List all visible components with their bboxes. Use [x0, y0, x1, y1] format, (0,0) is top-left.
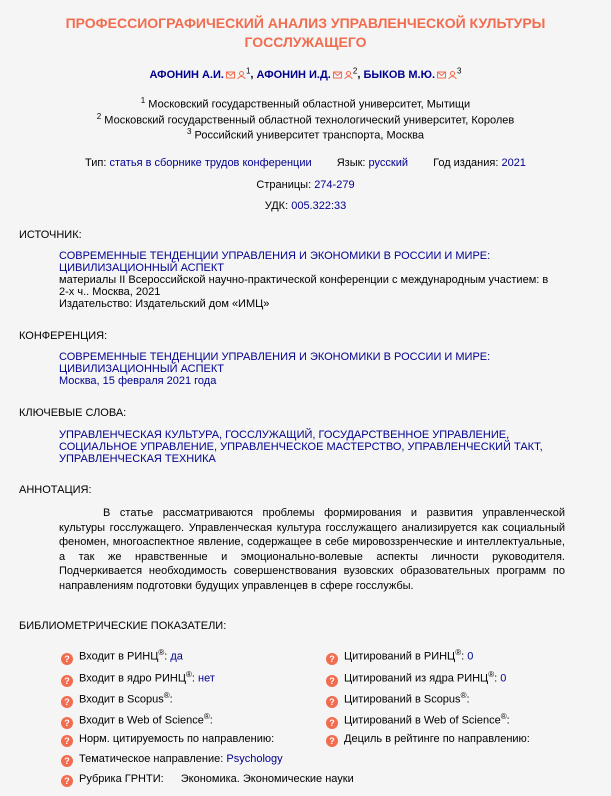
metric-label: Норм. цитируемость по направлению: [79, 733, 275, 745]
conference-block [59, 351, 554, 387]
abstract-text: В статье рассматриваются проблемы формирования и развития управленческой культуры госслужащего. Управленческая культура госслужащего анализируется как социальный феномен, многоаспектное явление, содержащее в себе мировоззренческие и интеллектуальные, а так же нравственные и эмоционально-волевые аспекты личности руководителя. Подчеркивается необходимость совершенствования вузовских образовательных программ по направлениям подготовки будущих управленцев в сфере госслужбы. [59, 507, 565, 592]
help-icon[interactable]: ? [61, 755, 73, 767]
metric-right-3: ? Цитирований в Web of Science®: [326, 712, 510, 729]
source-title-link[interactable]: СОВРЕМЕННЫЕ ТЕНДЕНЦИИ УПРАВЛЕНИЯ И ЭКОНОМИКИ В РОССИИ И МИРЕ: ЦИВИЛИЗАЦИОННЫЙ АСПЕКТ [59, 250, 491, 274]
metric-value: 0 [500, 672, 507, 685]
keywords-links[interactable]: УПРАВЛЕНЧЕСКАЯ КУЛЬТУРА, ГОССЛУЖАЩИЙ, ГОСУДАРСТВЕННОЕ УПРАВЛЕНИЕ, СОЦИАЛЬНОЕ УПРАВЛЕНИЕ, УПРАВЛЕНЧЕСКОЕ МАСТЕРСТВО, УПРАВЛЕНЧЕСКИЙ ТАКТ, УПРАВЛЕНЧЕСКАЯ ТЕХНИКА [59, 429, 543, 465]
year-label: Год издания: [433, 157, 499, 169]
affiliation-2: $^2$ Московский государственный областной технологический университет, Королев [96, 112, 515, 127]
metric-label: Рубрика ГРНТИ: [79, 773, 164, 785]
metric-label: Входит в Scopus [79, 693, 164, 706]
metric-value[interactable]: Экономика. Экономические науки [180, 773, 354, 785]
metric-left-3: ? Входит в Web of Science®: [61, 712, 213, 729]
pages-label: Страницы: [256, 179, 312, 191]
bibliometrics-label: БИБЛИОМЕТРИЧЕСКИЕ ПОКАЗАТЕЛИ: [19, 620, 227, 632]
help-icon[interactable]: ? [326, 735, 338, 747]
registered-mark: ® [500, 712, 507, 721]
lang-label: Язык: [336, 157, 366, 169]
udk-label: УДК: [264, 200, 289, 212]
registered-mark: ® [460, 691, 467, 700]
affiliation-1: $^1$ Московский государственный областной университет, Мытищи [140, 96, 471, 111]
type-value: статья в сборнике трудов конференции [109, 157, 312, 169]
year-value: 2021 [501, 157, 526, 169]
author-1-aff: 1 [245, 66, 251, 75]
metric-value: да [170, 650, 183, 663]
conference-place-date: Москва, 15 февраля 2021 года [59, 375, 217, 387]
metric-right-1: ? Цитирований из ядра РИНЦ®: 0 [326, 670, 506, 687]
registered-mark: ® [455, 648, 462, 657]
udk-value: 005.322:33 [291, 200, 347, 212]
keywords-block [59, 429, 554, 465]
registered-mark: ® [163, 691, 170, 700]
help-icon[interactable]: ? [326, 717, 338, 729]
metric-left-6 [61, 773, 354, 787]
metric-label: Цитирований в РИНЦ [344, 650, 456, 663]
metric-value: нет [198, 672, 215, 685]
mail-icon[interactable] [437, 71, 446, 79]
metric-label: Цитирований в Web of Science [344, 714, 501, 727]
article-title: ПРОФЕССИОГРАФИЧЕСКИЙ АНАЛИЗ УПРАВЛЕНЧЕСКОЙ КУЛЬТУРЫ ГОССЛУЖАЩЕГО [65, 15, 546, 50]
metric-label: Входит в ядро РИНЦ [79, 672, 187, 685]
metric-left-5 [61, 753, 283, 767]
metric-left-0: ? Входит в РИНЦ®: да [61, 648, 183, 665]
conference-label: КОНФЕРЕНЦИЯ: [19, 330, 108, 342]
registered-mark: ® [203, 712, 210, 721]
authors-line: АФОНИН А.И. $^1$, АФОНИН И.Д. $^2$, БЫКОВ М.Ю. $^3$ [149, 66, 462, 81]
affiliation-3: $^3$ Российский университет транспорта, Москва [186, 127, 424, 142]
user-icon[interactable] [237, 71, 246, 79]
help-icon[interactable]: ? [61, 735, 73, 747]
metric-value: 0 [467, 650, 474, 663]
metric-label: Входит в РИНЦ [79, 650, 159, 663]
metric-label: Цитирований из ядра РИНЦ [344, 672, 489, 685]
conference-title-link[interactable]: СОВРЕМЕННЫЕ ТЕНДЕНЦИИ УПРАВЛЕНИЯ И ЭКОНОМИКИ В РОССИИ И МИРЕ: ЦИВИЛИЗАЦИОННЫЙ АСПЕКТ [59, 351, 491, 375]
metric-label: Тематическое направление: [79, 753, 224, 765]
source-publisher: Издательство: Издательский дом «ИМЦ» [59, 298, 270, 310]
help-icon[interactable]: ? [61, 717, 73, 729]
registered-mark: ® [158, 648, 165, 657]
user-icon[interactable] [344, 71, 353, 79]
udk-row [0, 200, 611, 212]
metric-right-4 [326, 733, 530, 747]
metric-left-1: ? Входит в ядро РИНЦ®: нет [61, 670, 215, 687]
metric-label: Дециль в рейтинге по направлению: [344, 733, 530, 745]
registered-mark: ® [488, 670, 495, 679]
keywords-label: КЛЮЧЕВЫЕ СЛОВА: [19, 407, 127, 419]
metric-left-2: ? Входит в Scopus®: [61, 691, 173, 708]
abstract-label: АННОТАЦИЯ: [19, 484, 92, 496]
help-icon[interactable]: ? [326, 653, 338, 665]
help-icon[interactable]: ? [326, 675, 338, 687]
author-3-aff: 3 [457, 66, 462, 75]
help-icon[interactable]: ? [61, 775, 73, 787]
info-row [0, 157, 611, 169]
help-icon[interactable]: ? [61, 675, 73, 687]
pages-value: 274-279 [314, 179, 355, 191]
metric-label: Входит в Web of Science [79, 714, 204, 727]
mail-icon[interactable] [333, 71, 342, 79]
help-icon[interactable]: ? [326, 696, 338, 708]
author-3[interactable]: БЫКОВ М.Ю. $^3$ [363, 66, 462, 81]
source-block [59, 250, 554, 310]
author-2-aff: 2 [352, 66, 358, 75]
author-2[interactable]: АФОНИН И.Д. $^2$ [256, 66, 358, 81]
type-label: Тип: [85, 157, 107, 169]
source-label: ИСТОЧНИК: [19, 229, 82, 241]
metric-left-4 [61, 733, 274, 747]
pages-row [0, 179, 611, 191]
lang-value: русский [368, 157, 409, 169]
metric-label: Цитирований в Scopus [344, 693, 461, 706]
source-details: материалы II Всероссийской научно-практической конференции с международным участием: в 2-х ч.. Москва, 2021 [59, 274, 549, 298]
help-icon[interactable]: ? [61, 653, 73, 665]
metric-right-0: ? Цитирований в РИНЦ®: 0 [326, 648, 473, 665]
author-1[interactable]: АФОНИН А.И. $^1$ [149, 66, 251, 81]
user-icon[interactable] [448, 71, 457, 79]
metric-right-2: ? Цитирований в Scopus®: [326, 691, 470, 708]
mail-icon[interactable] [226, 71, 235, 79]
metric-value[interactable]: Psychology [226, 753, 283, 765]
help-icon[interactable]: ? [61, 696, 73, 708]
registered-mark: ® [186, 670, 192, 679]
